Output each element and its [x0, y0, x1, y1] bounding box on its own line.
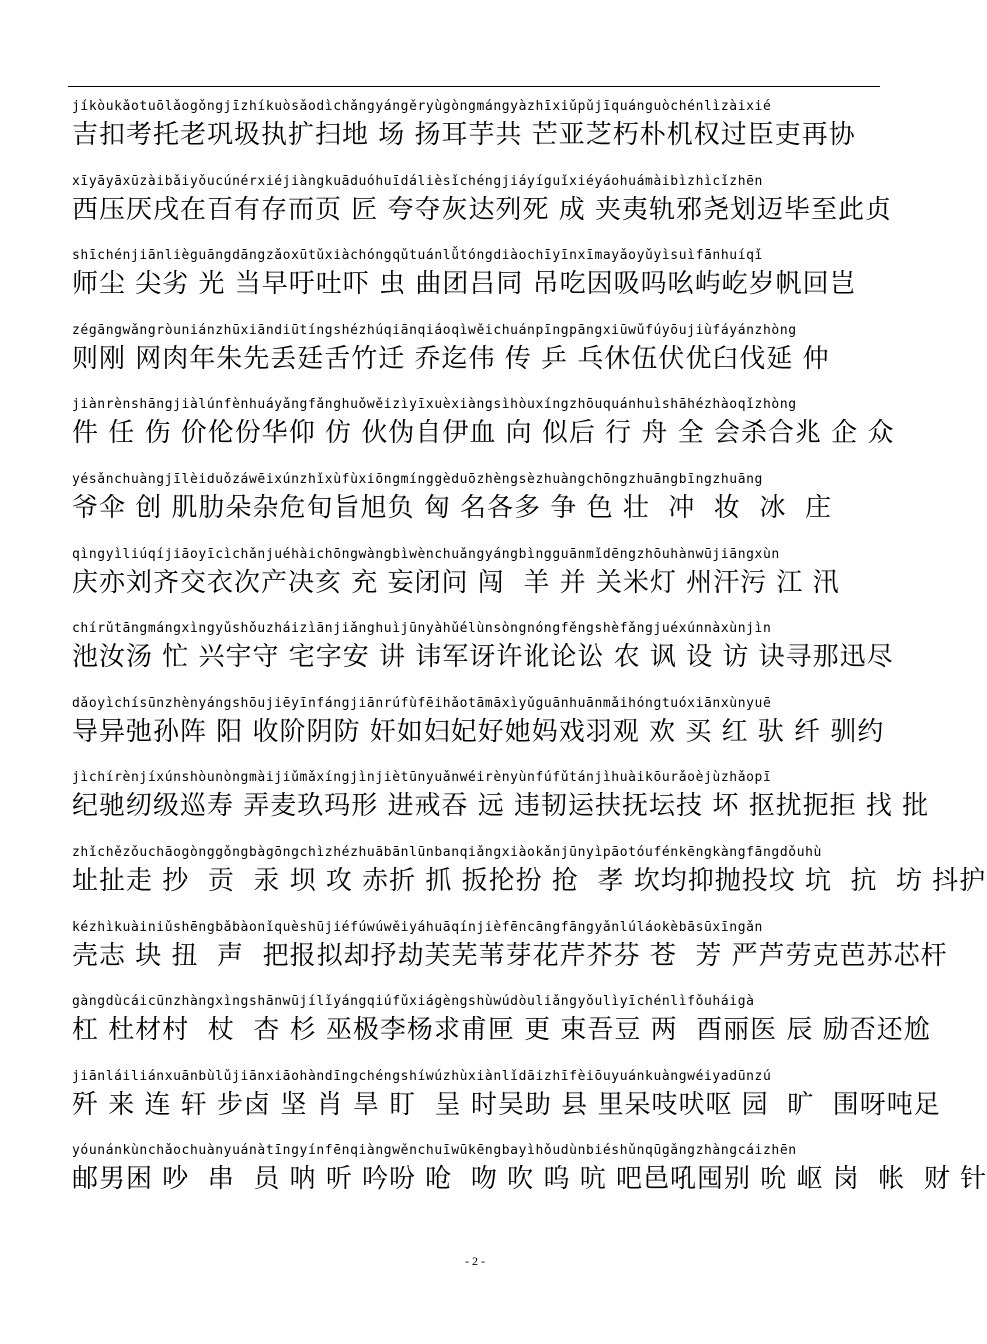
pinyin-line: jiànrènshāngjiàlúnfènhuáyǎngfǎnghuǒwěizìyīxuèxiàngsìhòuxíngzhōuquánhuìshāhézhàoqǐzhòng — [72, 397, 797, 413]
hanzi-line: 导异弛孙阵 阳 收阶阴防 奸如妇妃好她妈戏羽观 欢 买 红 驮 纤 驯约 — [72, 716, 885, 747]
hanzi-line: 壳志 块 扭 声 把报拟却抒劫芙芜苇芽花芹芥芬 苍 芳 严芦劳克芭苏芯杆 — [72, 940, 948, 971]
hanzi-line: 吉扣考托老巩圾执扩扫地 场 扬耳芋共 芒亚芝朽朴机权过臣吏再协 — [72, 120, 856, 150]
hanzi-line: 爷伞 创 肌肋朵杂危旬旨旭负 匈 名各多 争 色 壮 冲 妆 冰 庄 — [72, 492, 832, 523]
pinyin-line: yóunánkùnchǎochuànyuánàtīngyínfēnqiàngwěnchuīwūkēngbayìhǒudùnbiéshǔnqūgǎngzhàngcáizhēn — [72, 1143, 797, 1159]
hanzi-line: 址扯走 抄 贡 汞 坝 攻 赤折 抓 扳抡扮 抢 孝 坎均抑抛投坟 坑 抗 坊 抖护 — [72, 865, 987, 896]
vocab-row — [72, 471, 880, 546]
vocab-row — [72, 844, 987, 919]
pinyin-line: xīyāyāxūzàibǎiyǒucúnérxiéjiàngkuāduóhuīdálièsǐchéngjiáyíguǐxiéyáohuámàibìzhìcǐzhēn — [72, 173, 763, 189]
vocab-row — [72, 546, 880, 621]
top-rule — [68, 86, 880, 87]
pinyin-line: yésǎnchuàngjīlèiduǒzáwēixúnzhǐxùfùxiōngmínggèduōzhèngsèzhuàngchōngzhuāngbīngzhuāng — [72, 471, 763, 487]
hanzi-line: 邮男困 吵 串 员 呐 听 吟吩 呛 吻 吹 呜 吭 吧邑吼囤别 吮 岖 岗 帐 财 针 — [72, 1164, 987, 1195]
hanzi-line: 纪驰纫级巡寿 弄麦玖玛形 进戒吞 远 违韧运扶抚坛技 坏 抠扰扼拒 找 批 — [72, 791, 930, 822]
vocab-row — [72, 247, 880, 322]
pinyin-line: jiānláiliánxuānbùlǔjiānxiāohàndīngchéngshíwúzhùxiànlǐdāizhīfèiōuyuánkuàngwéiyadūnzú — [72, 1068, 772, 1084]
pinyin-line: zhǐchězǒuchāogònggǒngbàgōngchìzhézhuābānlūnbanqiǎngxiàokǎnjūnyìpāotóufénkēngkàngfāngdǒuhù — [72, 844, 822, 860]
hanzi-line: 则刚 网肉年朱先丢廷舌竹迁 乔迄伟 传 乒 乓休伍伏优臼伐延 仲 — [72, 343, 830, 374]
pinyin-line: jíkòukǎotuōlǎogǒngjīzhíkuòsǎodìchǎngyángěryùgòngmángyàzhīxiǔpǔjīquánguòchénlìzàixié — [72, 99, 772, 114]
pinyin-line: zégāngwǎngròuniánzhūxiāndiūtíngshézhúqiānqiáoqìwěichuánpīngpāngxiūwǔfúyōujiùfáyánzhòng — [72, 322, 797, 338]
pinyin-line: gàngdùcáicūnzhàngxìngshānwūjílǐyángqiúfǔxiágèngshùwúdòuliǎngyǒulìyīchénlìfǒuháigà — [72, 994, 755, 1010]
vocab-row — [72, 173, 893, 248]
pinyin-line: shīchénjiānlièguāngdāngzǎoxūtǔxiàchóngqǔtuánlǚtóngdiàochīyīnxīmayǎoyǔyìsuìfānhuíqǐ — [72, 248, 763, 264]
hanzi-line: 庆亦刘齐交衣次产决亥 充 妄闭问 闯 羊 并 关米灯 州汗污 江 汛 — [72, 567, 840, 598]
pinyin-line: kézhìkuàiniǔshēngbǎbàonǐquèshūjiéfúwúwěiyáhuāqínjièfēncāngfāngyǎnlúláokèbāsūxīngǎn — [72, 919, 763, 935]
vocabulary-rows — [72, 98, 987, 1217]
vocab-row — [72, 322, 880, 397]
hanzi-line: 杠 杜材村 杖 杏 杉 巫极李杨求甫匣 更 束吾豆 两 酉丽医 辰 励否还尬 — [72, 1015, 931, 1046]
pinyin-line: dǎoyìchísūnzhènyángshōujiēyīnfángjiānrúfùfēihǎotāmāxìyǔguānhuānmǎihóngtuóxiānxùnyuē — [72, 695, 772, 711]
vocab-row — [72, 620, 894, 695]
vocab-row — [72, 993, 931, 1068]
hanzi-line: 歼 来 连 轩 步卤 坚 肖 旱 盯 呈 时吴助 县 里呆吱吠呕 园 旷 围呀吨足 — [72, 1089, 941, 1120]
vocab-row — [72, 1068, 941, 1143]
vocab-row — [72, 769, 930, 844]
vocab-row — [72, 695, 885, 770]
hanzi-line: 件 任 伤 价伦份华仰 仿 伙伪自伊血 向 似后 行 舟 全 会杀合兆 企 众 — [72, 418, 895, 449]
hanzi-line: 池汝汤 忙 兴宇守 宅字安 讲 讳军讶许讹论讼 农 讽 设 访 诀寻那迅尽 — [72, 642, 894, 673]
hanzi-line: 西压厌戌在百有存而页 匠 夸夺灰达列死 成 夹夷轨邪尧划迈毕至此贞 — [72, 194, 893, 225]
vocab-row — [72, 396, 895, 471]
vocab-row — [72, 919, 948, 994]
vocab-row — [72, 1142, 987, 1217]
vocab-row — [72, 98, 880, 173]
pinyin-line: jìchírènjíxúnshòunòngmàijiǔmǎxíngjìnjiètūnyuǎnwéirènyùnfúfǔtánjìhuàikōurǎoèjùzhǎopī — [72, 770, 772, 786]
pinyin-line: chírǔtāngmángxìngyǔshǒuzháizìānjiǎnghuìjūnyàhǔélùnsòngnóngfěngshèfǎngjuéxúnnàxùnjìn — [72, 621, 772, 637]
page-number: - 2 - — [465, 1254, 485, 1268]
hanzi-line: 师尘 尖劣 光 当早吁吐吓 虫 曲团吕同 吊吃因吸吗吆屿屹岁帆回岂 — [72, 269, 857, 300]
pinyin-line: qìngyìliúqíjiāoyīcìchǎnjuéhàichōngwàngbìwènchuǎngyángbìngguānmǐdēngzhōuhànwūjiāngxùn — [72, 546, 780, 562]
